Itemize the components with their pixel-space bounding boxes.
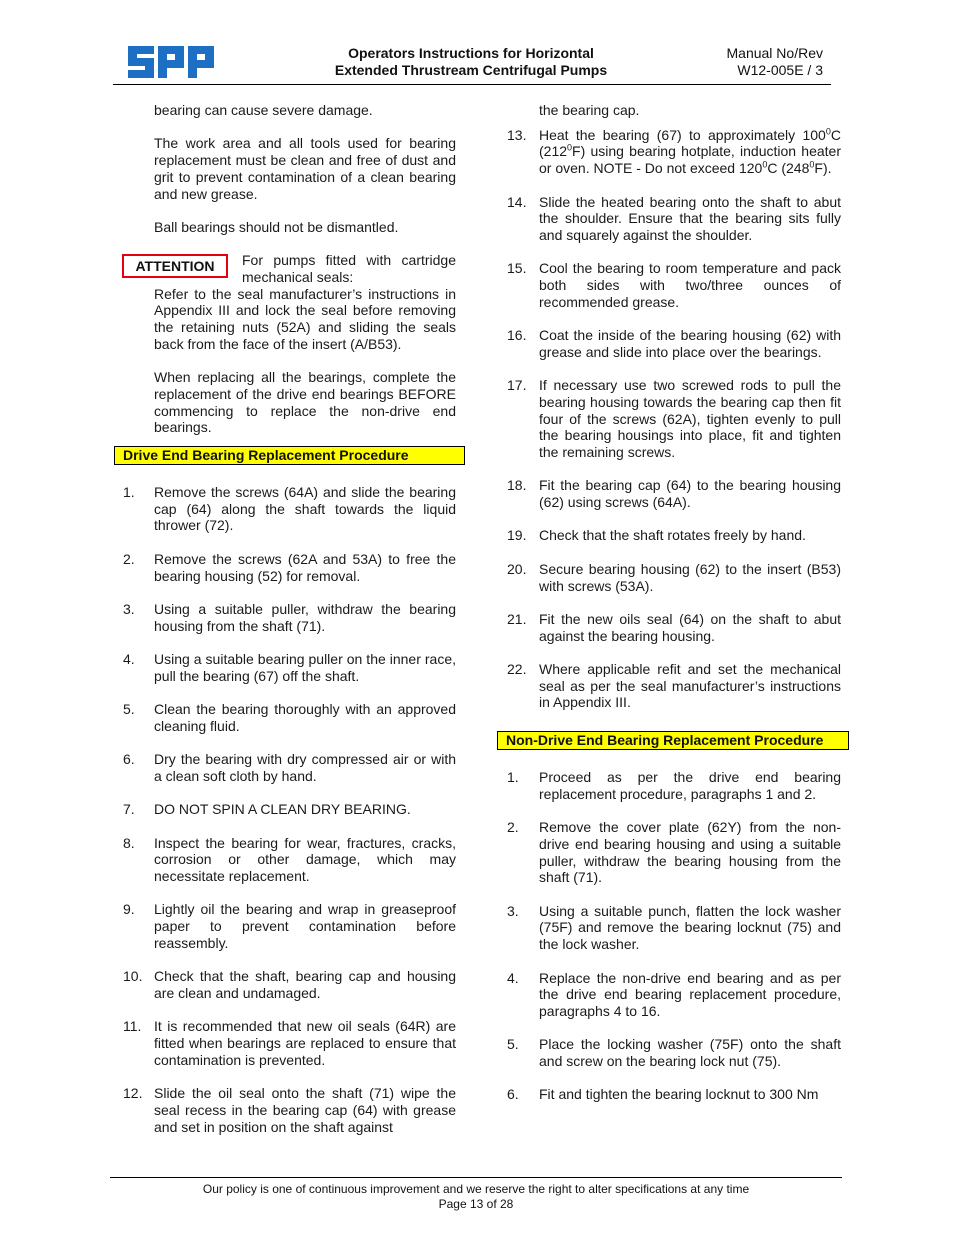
page-number: Page 13 of 28 (438, 1197, 514, 1211)
list-item (500, 377, 852, 461)
step-number: 18. (507, 477, 527, 494)
list-item (500, 561, 852, 594)
step-number: 10. (123, 968, 143, 985)
step-number: 20. (507, 560, 527, 577)
list-item (500, 527, 852, 544)
step-text: Place the locking washer (75F) onto the shaft and screw on the bearing lock nut (75). (539, 1036, 841, 1070)
step-text: Remove the screws (64A) and slide the bearing cap (64) along the shaft towards the liquid thrower (72). (154, 484, 456, 534)
list-item (110, 551, 468, 584)
paragraph-replace-all: When replacing all the bearings, complete the replacement of the drive end bearings BEFORE commencing to replace the non-drive end bearings. (154, 369, 456, 436)
list-item (110, 1085, 468, 1135)
step-text: Secure bearing housing (62) to the insert (B53) with screws (53A). (539, 560, 841, 594)
step-number: 9. (123, 901, 135, 918)
list-item (110, 751, 468, 784)
step-number: 21. (507, 610, 527, 627)
policy-statement: Our policy is one of continuous improvement and we reserve the right to alter specifications at any time (202, 1182, 750, 1196)
list-item (500, 903, 852, 953)
step-number: 22. (507, 661, 527, 678)
step-number: 19. (507, 527, 527, 544)
page-header (113, 40, 831, 85)
attention-badge: ATTENTION (122, 254, 228, 278)
paragraph-continued: bearing can cause severe damage. (154, 102, 373, 118)
step-text: Slide the heated bearing onto the shaft to abut the shoulder. Ensure that the bearing sits fully and squarely against the shoulder. (539, 193, 841, 243)
step-text: Fit the bearing cap (64) to the bearing housing (62) using screws (64A). (539, 477, 841, 511)
step-text: Inspect the bearing for wear, fractures, cracks, corrosion or other damage, which may necessitate replacement. (154, 834, 456, 885)
list-item (500, 194, 852, 244)
paragraph-continued-right: the bearing cap. (539, 102, 640, 118)
list-item (500, 1036, 852, 1069)
step-number: 14. (507, 193, 527, 210)
step-number: 4. (507, 969, 519, 986)
step-text: Remove the cover plate (62Y) from the non-drive end bearing housing and using a suitable puller, withdraw the bearing housing from the shaft (71). (539, 819, 841, 886)
step-number: 1. (123, 484, 135, 500)
list-item (110, 901, 468, 951)
attention-note (110, 252, 468, 285)
step-number: 8. (123, 834, 135, 851)
step-number: 5. (123, 701, 135, 718)
step-number: 2. (507, 819, 519, 836)
step-text: If necessary use two screwed rods to pull the bearing housing towards the bearing cap then fit four of the screws (62A), tighten evenly to pull the bearing housings into place, fit and tighten the remaining screws. (539, 377, 841, 460)
step-number: 7. (123, 801, 135, 818)
step-number: 6. (507, 1086, 519, 1103)
step-number: 5. (507, 1036, 519, 1053)
list-item (500, 819, 852, 886)
right-column (500, 102, 852, 1103)
list-item (110, 601, 468, 634)
non-drive-end-steps-list (500, 769, 852, 1103)
list-item (500, 611, 852, 644)
list-item (500, 769, 852, 802)
left-column (110, 102, 468, 1135)
step-number: 12. (123, 1085, 143, 1102)
step-number: 17. (507, 377, 527, 394)
step-number: 6. (123, 751, 135, 768)
step-number: 2. (123, 550, 135, 567)
step-text: Using a suitable bearing puller on the inner race, pull the bearing (67) off the shaft. (154, 650, 456, 684)
list-item (500, 327, 852, 360)
spp-logo (128, 46, 214, 78)
paragraph-ball-bearings: Ball bearings should not be dismantled. (154, 218, 399, 235)
list-item (500, 661, 852, 711)
step-text: Clean the bearing thoroughly with an approved cleaning fluid. (154, 701, 456, 734)
step-number: 15. (507, 260, 527, 277)
step-text: Fit the new oils seal (64) on the shaft to abut against the bearing housing. (539, 610, 841, 644)
attention-body: Refer to the seal manufacturer’s instructions in Appendix III and lock the seal before removing the retaining nuts (52A) and sliding the seals back from the face of the insert (A/B53). (154, 285, 456, 352)
step-text: Using a suitable puller, withdraw the bearing housing from the shaft (71). (154, 600, 456, 634)
attention-heading: For pumps fitted with cartridge mechanical seals: (242, 252, 456, 285)
list-item (110, 801, 468, 818)
list-item (110, 1018, 468, 1068)
step-13-text: Heat the bearing (67) to approximately $100^0C$ $(212^0F)$ using bearing hotplate, induction heater or oven. NOTE - Do not exceed $120^0C$ $(248^0F)$. (539, 126, 841, 177)
step-text: Check that the shaft, bearing cap and housing are clean and undamaged. (154, 968, 456, 1001)
step-text: Dry the bearing with dry compressed air or with a clean soft cloth by hand. (154, 751, 456, 784)
step-text: Lightly oil the bearing and wrap in greaseproof paper to prevent contamination before reassembly. (154, 901, 456, 951)
list-item (110, 968, 468, 1001)
section-heading-drive-end: Drive End Bearing Replacement Procedure (114, 446, 465, 465)
step-text: Slide the oil seal onto the shaft (71) wipe the seal recess in the bearing cap (64) with grease and set in position on the shaft against (154, 1085, 456, 1135)
step-text: It is recommended that new oil seals (64R) are fitted when bearings are replaced to ensure that contamination is prevented. (154, 1018, 456, 1068)
list-item (110, 835, 468, 885)
list-item (110, 651, 468, 684)
step-text: Replace the non-drive end bearing and as per the drive end bearing replacement procedure, paragraphs 4 to 16. (539, 969, 841, 1019)
list-item (500, 1086, 852, 1103)
list-item (110, 484, 468, 534)
document-title: Operators Instructions for Horizontal Extended Thrustream Centrifugal Pumps (334, 45, 608, 78)
paragraph-clean-work-area: The work area and all tools used for bearing replacement must be clean and free of dust and grit to prevent contamination of a clean bearing and new grease. (154, 135, 456, 202)
step-number: 16. (507, 327, 527, 344)
step-text: Coat the inside of the bearing housing (62) with grease and slide into place over the bearings. (539, 327, 841, 360)
section-heading-non-drive-end: Non-Drive End Bearing Replacement Procedure (497, 731, 849, 750)
step-number: 3. (123, 600, 135, 617)
manual-number: Manual No/Rev W12-005E / 3 (726, 45, 823, 78)
step-text: Cool the bearing to room temperature and pack both sides with two/three ounces of recommended grease. (539, 260, 841, 310)
list-item (110, 701, 468, 734)
step-text: Where applicable refit and set the mechanical seal as per the seal manufacturer’s instructions in Appendix III. (539, 661, 841, 711)
step-text: Remove the screws (62A and 53A) to free the bearing housing (52) for removal. (154, 550, 456, 584)
step-text: DO NOT SPIN A CLEAN DRY BEARING. (154, 801, 411, 818)
step-text: Using a suitable punch, flatten the lock washer (75F) and remove the bearing locknut (75) and the lock washer. (539, 902, 841, 953)
list-item (500, 477, 852, 510)
list-item: 13. Heat the bearing (67) to approximately $100^0C$ $(212^0F)$ using bearing hotplate, induction heater or oven. NOTE - Do not exceed $120^0C$ $(248^0F)$. (507, 126, 841, 177)
step-number: 4. (123, 650, 135, 667)
list-item (500, 970, 852, 1020)
step-number: 3. (507, 902, 519, 919)
step-number: 1. (507, 769, 519, 786)
step-text: Check that the shaft rotates freely by hand. (539, 527, 806, 544)
drive-end-steps-list-continued (500, 194, 852, 712)
drive-end-steps-list (110, 484, 468, 1135)
step-text: Fit and tighten the bearing locknut to 300 Nm (539, 1086, 819, 1103)
step-number: 11. (123, 1018, 142, 1035)
step-text: Proceed as per the drive end bearing replacement procedure, paragraphs 1 and 2. (539, 769, 841, 802)
page-footer (110, 1177, 842, 1212)
list-item (500, 260, 852, 310)
